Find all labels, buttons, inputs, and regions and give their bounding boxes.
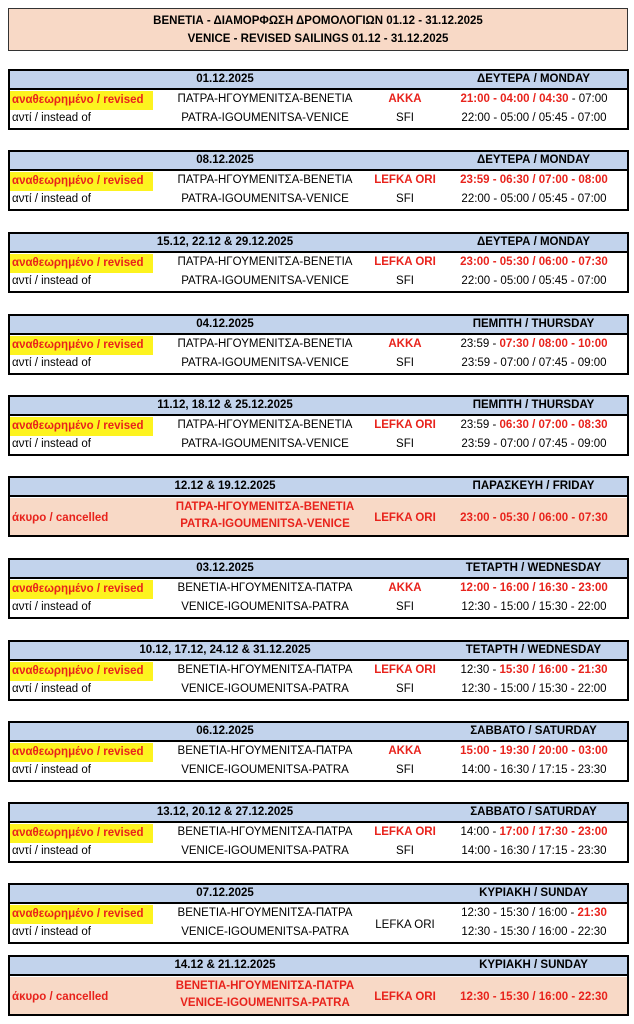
revised-row	[10, 254, 627, 273]
revised-times	[440, 419, 628, 431]
block-header	[10, 957, 627, 976]
block-date: 12.12 & 19.12.2025	[174, 480, 276, 492]
block-date: 14.12 & 21.12.2025	[174, 959, 276, 971]
original-times: 14:00 - 16:30 / 17:15 - 23:30	[461, 845, 607, 857]
block-day: ΠΕΜΠΤΗ / THURSDAY	[472, 318, 595, 330]
schedule-block	[8, 721, 629, 782]
block-header	[10, 885, 627, 904]
cancelled-routes	[160, 978, 370, 1012]
revised-label: αναθεωρημένο / revised	[10, 905, 153, 924]
original-ship: SFI	[396, 683, 414, 695]
revised-time-changed: 17:00 / 17:30 - 23:00	[499, 826, 608, 838]
block-header	[10, 804, 627, 823]
original-ship: SFI	[396, 764, 414, 776]
revised-times	[440, 826, 628, 838]
revised-label: αναθεωρημένο / revised	[10, 417, 153, 436]
schedule-block	[8, 395, 629, 456]
cancelled-route-english: VENICE-IGOUMENITSA-PATRA	[180, 997, 350, 1009]
original-ship: SFI	[396, 601, 414, 613]
original-times: 12:30 - 15:00 / 15:30 - 22:00	[461, 683, 607, 695]
original-row	[10, 110, 627, 129]
schedule-block	[8, 314, 629, 375]
revised-time-changed: 21:00 - 04:00 / 04:30	[460, 93, 569, 105]
cancelled-times: 23:00 - 05:30 / 06:00 - 07:30	[460, 512, 608, 524]
original-route: VENICE-IGOUMENITSA-PATRA	[181, 683, 349, 695]
revised-times	[440, 256, 628, 268]
instead-label: αντί / instead of	[12, 845, 91, 857]
block-day: ΔΕΥΤΕΡΑ / MONDAY	[476, 154, 591, 166]
block-header	[10, 723, 627, 742]
revised-ship: LEFKA ORI	[374, 174, 436, 186]
block-header	[10, 234, 627, 253]
block-date: 08.12.2025	[196, 154, 254, 166]
cancelled-block	[8, 476, 629, 537]
revised-time-unchanged: 23:59 -	[460, 419, 500, 431]
instead-label: αντί / instead of	[12, 438, 91, 450]
block-day: ΚΥΡΙΑΚΗ / SUNDAY	[479, 887, 588, 899]
original-row	[10, 762, 627, 781]
revised-row	[10, 336, 627, 355]
block-day: ΠΕΜΠΤΗ / THURSDAY	[472, 399, 595, 411]
revised-time-changed: 07:30 / 08:00 - 10:00	[499, 338, 608, 350]
revised-row	[10, 172, 627, 191]
schedule-block	[8, 883, 629, 944]
cancelled-routes	[160, 499, 370, 533]
revised-row	[10, 91, 627, 110]
revised-route: ΠΑΤΡΑ-ΗΓΟΥΜΕΝΙΤΣΑ-ΒΕΝΕΤΙΑ	[177, 174, 353, 186]
revised-time-changed: 12:00 - 16:00 / 16:30 - 23:00	[460, 582, 608, 594]
block-day: ΔΕΥΤΕΡΑ / MONDAY	[476, 236, 591, 248]
schedule-block	[8, 640, 629, 701]
revised-row	[10, 580, 627, 599]
revised-route: ΒΕΝΕΤΙΑ-ΗΓΟΥΜΕΝΙΤΣΑ-ΠΑΤΡΑ	[177, 582, 353, 594]
title-english: VENICE - REVISED SAILINGS 01.12 - 31.12.2025	[187, 32, 449, 45]
cancelled-times: 12:30 - 15:30 / 16:00 - 22:30	[460, 991, 608, 1003]
revised-route: ΒΕΝΕΤΙΑ-ΗΓΟΥΜΕΝΙΤΣΑ-ΠΑΤΡΑ	[177, 826, 353, 838]
cancelled-ship: LEFKA ORI	[374, 512, 436, 524]
revised-route: ΠΑΤΡΑ-ΗΓΟΥΜΕΝΙΤΣΑ-ΒΕΝΕΤΙΑ	[177, 419, 353, 431]
revised-time-changed: 23:00 - 05:30 / 06:00 - 07:30	[460, 256, 608, 268]
original-ship: SFI	[396, 438, 414, 450]
revised-label: αναθεωρημένο / revised	[10, 336, 153, 355]
revised-time-changed: 23:59 - 06:30 / 07:00 - 08:00	[460, 174, 608, 186]
revised-time-changed: 15:30 / 16:00 - 21:30	[499, 664, 608, 676]
cancelled-label: άκυρο / cancelled	[12, 991, 109, 1003]
original-times: 22:00 - 05:00 / 05:45 - 07:00	[461, 193, 607, 205]
revised-time-unchanged: 12:30 - 15:30 / 16:00 -	[461, 907, 578, 919]
original-route: VENICE-IGOUMENITSA-PATRA	[181, 764, 349, 776]
revised-label: αναθεωρημένο / revised	[10, 662, 153, 681]
original-route: VENICE-IGOUMENITSA-PATRA	[181, 926, 349, 938]
original-row	[10, 843, 627, 862]
block-header	[10, 642, 627, 661]
revised-label: αναθεωρημένο / revised	[10, 91, 153, 110]
original-row	[10, 273, 627, 292]
block-header	[10, 478, 627, 497]
revised-time-changed: 21:30	[577, 907, 607, 919]
block-header	[10, 316, 627, 335]
revised-route: ΒΕΝΕΤΙΑ-ΗΓΟΥΜΕΝΙΤΣΑ-ΠΑΤΡΑ	[177, 907, 353, 919]
block-date: 03.12.2025	[196, 562, 254, 574]
original-row	[10, 924, 627, 943]
block-date: 04.12.2025	[196, 318, 254, 330]
original-route: PATRA-IGOUMENITSA-VENICE	[181, 357, 349, 369]
revised-row	[10, 743, 627, 762]
original-times: 14:00 - 16:30 / 17:15 - 23:30	[461, 764, 607, 776]
revised-ship: LEFKA ORI	[374, 826, 436, 838]
schedule-block	[8, 558, 629, 619]
cancelled-route-greek: ΠΑΤΡΑ-ΗΓΟΥΜΕΝΙΤΣΑ-ΒΕΝΕΤΙΑ	[175, 501, 355, 513]
original-times: 23:59 - 07:00 / 07:45 - 09:00	[461, 357, 607, 369]
block-date: 11.12, 18.12 & 25.12.2025	[157, 399, 293, 411]
revised-times	[440, 907, 628, 919]
revised-times	[440, 174, 628, 186]
revised-row	[10, 662, 627, 681]
title-greek: ΒΕΝΕΤΙΑ - ΔΙΑΜΟΡΦΩΣΗ ΔΡΟΜΟΛΟΓΙΩΝ 01.12 - 31.12.2025	[153, 14, 483, 27]
block-day: ΠΑΡΑΣΚΕΥΗ / FRIDAY	[472, 480, 595, 492]
instead-label: αντί / instead of	[12, 764, 91, 776]
block-header	[10, 71, 627, 90]
revised-label: αναθεωρημένο / revised	[10, 172, 153, 191]
instead-label: αντί / instead of	[12, 193, 91, 205]
instead-label: αντί / instead of	[12, 112, 91, 124]
revised-ship: AKKA	[388, 745, 422, 757]
original-route: PATRA-IGOUMENITSA-VENICE	[181, 193, 349, 205]
original-times: 23:59 - 07:00 / 07:45 - 09:00	[461, 438, 607, 450]
block-header	[10, 560, 627, 579]
cancelled-label: άκυρο / cancelled	[12, 512, 109, 524]
revised-route: ΠΑΤΡΑ-ΗΓΟΥΜΕΝΙΤΣΑ-ΒΕΝΕΤΙΑ	[177, 93, 353, 105]
revised-ship: LEFKA ORI	[374, 256, 436, 268]
cancelled-route-greek: ΒΕΝΕΤΙΑ-ΗΓΟΥΜΕΝΙΤΣΑ-ΠΑΤΡΑ	[175, 980, 355, 992]
original-route: VENICE-IGOUMENITSA-PATRA	[181, 845, 349, 857]
original-times: 22:00 - 05:00 / 05:45 - 07:00	[461, 275, 607, 287]
block-header	[10, 152, 627, 171]
cancelled-route-english: PATRA-IGOUMENITSA-VENICE	[180, 518, 350, 530]
block-day: ΚΥΡΙΑΚΗ / SUNDAY	[479, 959, 588, 971]
block-date: 06.12.2025	[196, 725, 254, 737]
block-day: ΤΕΤΑΡΤΗ / WEDNESDAY	[465, 562, 602, 574]
revised-label: αναθεωρημένο / revised	[10, 743, 153, 762]
block-date: 10.12, 17.12, 24.12 & 31.12.2025	[139, 644, 311, 656]
original-route: PATRA-IGOUMENITSA-VENICE	[181, 112, 349, 124]
cancelled-row	[10, 977, 627, 1014]
block-day: ΔΕΥΤΕΡΑ / MONDAY	[476, 73, 591, 85]
original-row	[10, 191, 627, 210]
block-date: 13.12, 20.12 & 27.12.2025	[156, 806, 294, 818]
revised-time-unchanged: 14:00 -	[460, 826, 500, 838]
original-ship: SFI	[396, 193, 414, 205]
revised-row	[10, 905, 627, 924]
block-day: ΤΕΤΑΡΤΗ / WEDNESDAY	[465, 644, 602, 656]
ship-name: LEFKA ORI	[375, 919, 435, 931]
revised-label: αναθεωρημένο / revised	[10, 580, 153, 599]
revised-row	[10, 824, 627, 843]
original-row	[10, 355, 627, 374]
schedule-block	[8, 232, 629, 293]
original-route: PATRA-IGOUMENITSA-VENICE	[181, 275, 349, 287]
revised-ship: AKKA	[388, 582, 422, 594]
revised-times	[440, 745, 628, 757]
cancelled-block	[8, 955, 629, 1016]
revised-route: ΠΑΤΡΑ-ΗΓΟΥΜΕΝΙΤΣΑ-ΒΕΝΕΤΙΑ	[177, 338, 353, 350]
revised-row	[10, 417, 627, 436]
cancelled-ship: LEFKA ORI	[374, 991, 436, 1003]
original-row	[10, 436, 627, 455]
original-route: PATRA-IGOUMENITSA-VENICE	[181, 438, 349, 450]
instead-label: αντί / instead of	[12, 926, 91, 938]
original-times: 22:00 - 05:00 / 05:45 - 07:00	[461, 112, 607, 124]
revised-times	[440, 664, 628, 676]
original-ship: SFI	[396, 845, 414, 857]
instead-label: αντί / instead of	[12, 601, 91, 613]
revised-ship: LEFKA ORI	[374, 419, 436, 431]
revised-time-unchanged: 23:59 -	[460, 338, 500, 350]
instead-label: αντί / instead of	[12, 275, 91, 287]
revised-time-unchanged: 12:30 -	[460, 664, 500, 676]
schedule-block	[8, 69, 629, 130]
block-date: 15.12, 22.12 & 29.12.2025	[156, 236, 294, 248]
block-header	[10, 397, 627, 416]
original-row	[10, 681, 627, 700]
original-route: VENICE-IGOUMENITSA-PATRA	[181, 601, 349, 613]
revised-time-changed: 15:00 - 19:30 / 20:00 - 03:00	[460, 745, 608, 757]
original-times: 12:30 - 15:00 / 15:30 - 22:00	[461, 601, 607, 613]
schedule-block	[8, 150, 629, 211]
page-title	[8, 8, 628, 51]
block-day: ΣΑΒΒΑΤΟ / SATURDAY	[470, 725, 597, 737]
revised-times	[440, 582, 628, 594]
block-day: ΣΑΒΒΑΤΟ / SATURDAY	[470, 806, 597, 818]
revised-ship: AKKA	[388, 93, 422, 105]
revised-time-tail: - 07:00	[568, 93, 608, 105]
original-ship: SFI	[396, 112, 414, 124]
cancelled-row	[10, 498, 627, 535]
instead-label: αντί / instead of	[12, 357, 91, 369]
revised-label: αναθεωρημένο / revised	[10, 824, 153, 843]
original-times: 12:30 - 15:30 / 16:00 - 22:30	[461, 926, 607, 938]
revised-time-changed: 06:30 / 07:00 - 08:30	[499, 419, 608, 431]
schedule-block	[8, 802, 629, 863]
revised-times	[440, 93, 628, 105]
original-ship: SFI	[396, 275, 414, 287]
original-row	[10, 599, 627, 618]
block-date: 07.12.2025	[196, 887, 254, 899]
revised-route: ΒΕΝΕΤΙΑ-ΗΓΟΥΜΕΝΙΤΣΑ-ΠΑΤΡΑ	[177, 745, 353, 757]
revised-route: ΠΑΤΡΑ-ΗΓΟΥΜΕΝΙΤΣΑ-ΒΕΝΕΤΙΑ	[177, 256, 353, 268]
revised-route: ΒΕΝΕΤΙΑ-ΗΓΟΥΜΕΝΙΤΣΑ-ΠΑΤΡΑ	[177, 664, 353, 676]
block-date: 01.12.2025	[196, 73, 254, 85]
revised-ship: AKKA	[388, 338, 422, 350]
instead-label: αντί / instead of	[12, 683, 91, 695]
original-ship: SFI	[396, 357, 414, 369]
revised-ship: LEFKA ORI	[374, 664, 436, 676]
revised-label: αναθεωρημένο / revised	[10, 254, 153, 273]
revised-times	[440, 338, 628, 350]
